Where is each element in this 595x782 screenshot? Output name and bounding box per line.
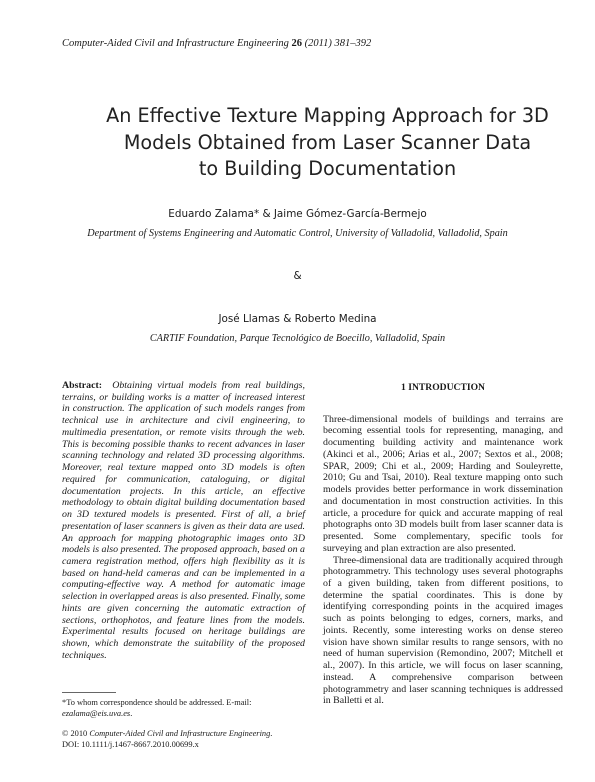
abstract: [62, 380, 305, 662]
running-header: [62, 38, 371, 49]
footnote-end: .: [130, 708, 133, 718]
intro-paragraph-1: Three-dimensional models of buildings and terrains are becoming essential tools for representing, managing, and documenting building activity and maintenance work (Akinci et al., 2006; Arias et al., 2007; Sextos et al., 2008; SPAR, 2009; Chi et al., 2009; Harding and Souleyrette, 2010; Gu and Tsai, 2010). Real texture mapping onto such models provides better performance in work dissemination and documentation in most construction activities. In this article, a procedure for quick and accurate mapping of real photographs onto 3D models built from laser scanner data is presented. Some complementary, specific tools for surveying and plan extraction are also presented.: [323, 413, 563, 554]
doi-line: DOI: 10.1111/j.1467-8667.2010.00699.x: [62, 739, 199, 749]
abstract-text: Obtaining virtual models from real buildings, terrains, or building works is a matter of increased interest in construction. The application of such models ranges from technical use in architecture and civil engineering, to multimedia presentation, or remote visits through the web. This is becoming possible thanks to recent advances in laser scanning technology and related 3D processing algorithms. Moreover, real texture mapped onto 3D models is often required for communication, cataloguing, or digital documentation projects. In this article, an effective methodology to obtain digital building documentation based on 3D textured models is presented. First of all, a brief presentation of laser scanners is given as their data are used. An approach for mapping photographic images onto 3D models is also presented. The proposed approach, based on a camera registration method, offers high flexibility as it is based on hand-held cameras and can be implemented in a computing-effective way. A method for automatic image selection in overlapped areas is also presented. Finally, some hints are given concerning the automatic extraction of sections, orthophotos, and feature lines from the models. Experimental results focused on heritage buildings are shown, which demonstrate the suitability of the proposed techniques.: [62, 380, 305, 661]
title-line-2: Models Obtained from Laser Scanner Data: [123, 130, 532, 154]
copyright-end: .: [270, 729, 273, 738]
footnote-text: *To whom correspondence should be addressed. E-mail:: [62, 698, 252, 707]
abstract-label: Abstract:: [62, 380, 103, 391]
journal-year: (2011): [304, 38, 332, 49]
author-group-2: José Llamas & Roberto Medina: [218, 313, 377, 325]
title-line-1: An Effective Texture Mapping Approach for 3D: [106, 104, 549, 127]
copyright-journal: Computer-Aided Civil and Infrastructure Engineering: [89, 729, 271, 738]
journal-pages: 381–392: [334, 38, 372, 49]
copyright-prefix: © 2010: [62, 729, 88, 738]
author-group-1: Eduardo Zalama* & Jaime Gómez-García-Bermejo: [168, 208, 427, 220]
paper-title: [60, 103, 595, 183]
abstract-column: [62, 380, 305, 662]
journal-volume: 26: [291, 38, 302, 49]
introduction-column: [323, 380, 563, 707]
footnote-rule: [62, 692, 116, 693]
affiliation-1: Department of Systems Engineering and Automatic Control, University of Valladolid, Valladolid, Spain: [87, 228, 508, 239]
copyright-line: [62, 729, 272, 740]
correspondence-footnote: [62, 698, 305, 719]
title-line-3: to Building Documentation: [198, 157, 457, 180]
author-separator: &: [293, 270, 302, 282]
author-email-link[interactable]: ezalama@eis.uva.es: [62, 708, 131, 718]
copyright-block: [62, 729, 272, 750]
affiliation-2: CARTIF Foundation, Parque Tecnológico de Boecillo, Valladolid, Spain: [149, 333, 446, 344]
journal-name: Computer-Aided Civil and Infrastructure Engineering: [62, 38, 289, 49]
section-heading-introduction: 1 INTRODUCTION: [401, 382, 485, 393]
intro-paragraph-2: Three-dimensional data are traditionally acquired through photogrammetry. This technology uses several photographs of a given building, taken from different positions, to determine the spatial coordinates. This is done by identifying corresponding points in the acquired images such as points belonging to edges, corners, marks, and joints. Recently, some interesting works on dense stereo vision have shown similar results to range sensors, with no need of human supervision (Remondino, 2007; Mitchell et al., 2007). In this article, we will focus on laser scanning, instead. A comprehensive comparison between photogrammetry and laser scanning techniques is addressed in Balletti et al.: [323, 554, 563, 707]
